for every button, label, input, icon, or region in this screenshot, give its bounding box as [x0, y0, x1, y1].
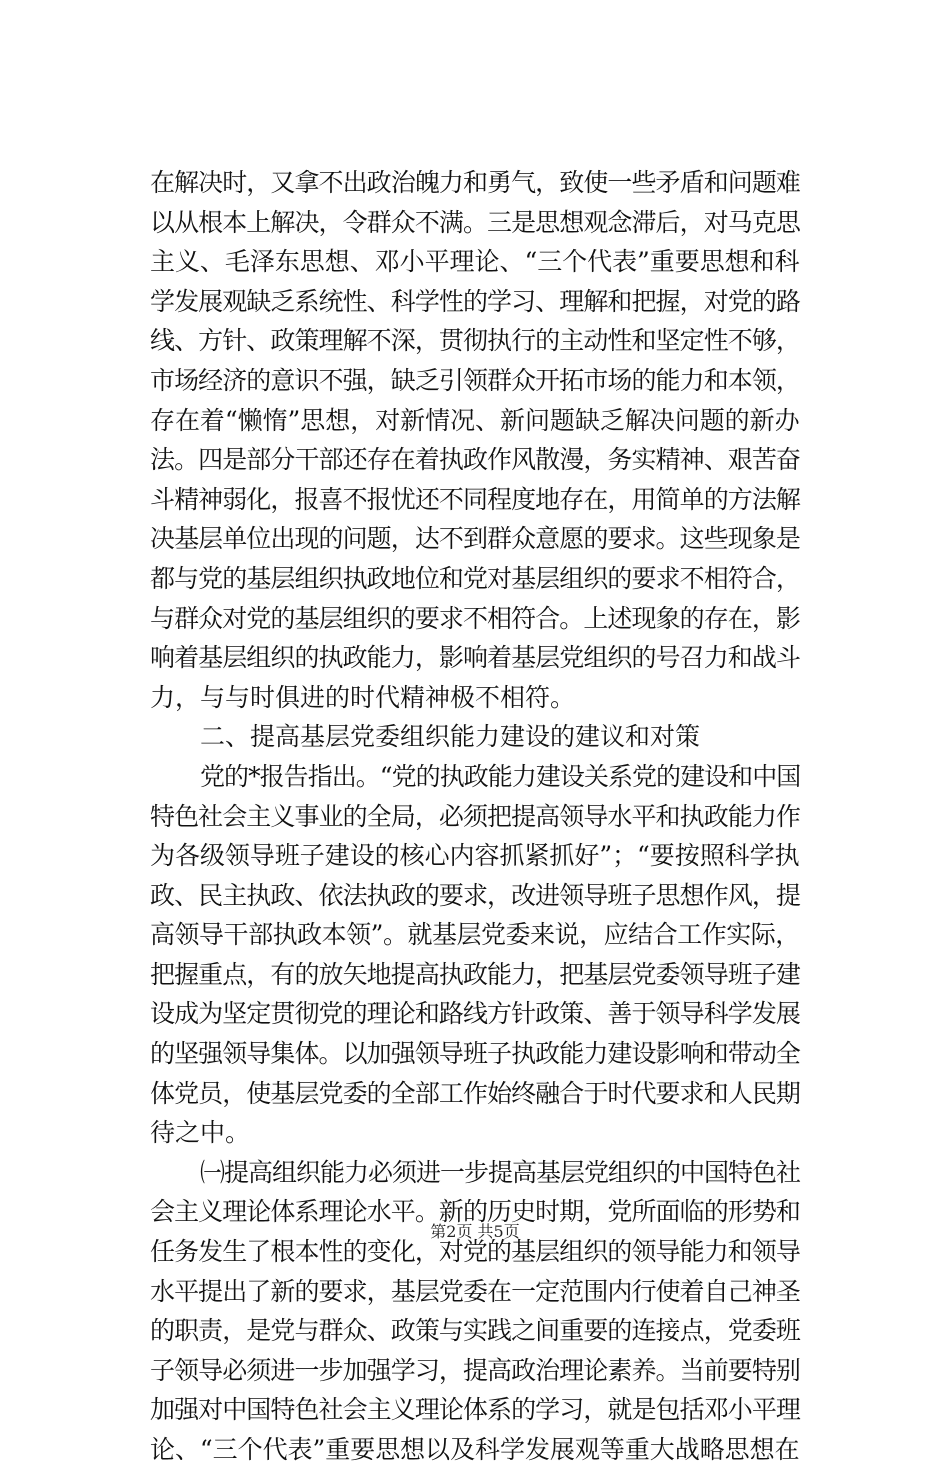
page-footer: 第2页 共5页: [430, 1222, 520, 1241]
text-line: 为各级领导班子建设的核心内容抓紧抓好”；“要按照科学执: [150, 841, 800, 871]
text-line: 主义、毛泽东思想、邓小平理论、“三个代表”重要思想和科: [150, 247, 800, 277]
text-line: 水平提出了新的要求，基层党委在一定范围内行使着自己神圣: [150, 1276, 801, 1306]
text-line: 特色社会主义事业的全局，必须把提高领导水平和执政能力作: [150, 801, 801, 831]
text-line: 都与党的基层组织执政地位和党对基层组织的要求不相符合，: [150, 563, 801, 593]
text-line: 党的*报告指出。“党的执政能力建设关系党的建设和中国: [200, 761, 801, 791]
text-line: 的坚强领导集体。以加强领导班子执政能力建设影响和带动全: [150, 1039, 801, 1069]
text-line: 加强对中国特色社会主义理论体系的学习，就是包括邓小平理: [150, 1395, 801, 1425]
text-line: 斗精神弱化，报喜不报忧还不同程度地存在，用简单的方法解: [150, 484, 801, 514]
text-line: 市场经济的意识不强，缺乏引领群众开拓市场的能力和本领，: [150, 365, 801, 395]
text-line: 力，与与时俱进的时代精神极不相符。: [150, 682, 576, 712]
text-line: 线、方针、政策理解不深，贯彻执行的主动性和坚定性不够，: [150, 326, 801, 356]
text-line: 会主义理论体系理论水平。新的历史时期，党所面临的形势和: [150, 1197, 801, 1227]
text-line: 在解决时，又拿不出政治魄力和勇气，致使一些矛盾和问题难: [150, 168, 801, 197]
text-line: 任务发生了根本性的变化，对党的基层组织的领导能力和领导: [150, 1237, 801, 1267]
text-line: 政、民主执政、依法执政的要求，改进领导班子思想作风，提: [150, 880, 801, 910]
text-line: ㈠提高组织能力必须进一步提高基层党组织的中国特色社: [200, 1157, 801, 1187]
document-body: [150, 163, 800, 1470]
text-line: 高领导干部执政本领”。就基层党委来说，应结合工作实际，: [150, 920, 800, 950]
text-line: 响着基层组织的执政能力，影响着基层党组织的号召力和战斗: [150, 643, 801, 673]
text-line: 待之中。: [150, 1118, 251, 1148]
text-line: 设成为坚定贯彻党的理论和路线方针政策、善于领导科学发展: [150, 999, 801, 1029]
text-line: 存在着“懒惰”思想，对新情况、新问题缺乏解决问题的新办: [150, 405, 800, 435]
text-line: 子领导必须进一步加强学习，提高政治理论素养。当前要特别: [150, 1355, 801, 1385]
text-line: 以从根本上解决，令群众不满。三是思想观念滞后，对马克思: [150, 207, 801, 237]
text-line: 与群众对党的基层组织的要求不相符合。上述现象的存在，影: [150, 603, 801, 633]
text-line: 决基层单位出现的问题，达不到群众意愿的要求。这些现象是: [150, 524, 801, 554]
text-line: 把握重点，有的放矢地提高执政能力，把基层党委领导班子建: [150, 959, 801, 989]
text-line: 论、“三个代表”重要思想以及科学发展观等重大战略思想在: [150, 1435, 800, 1464]
text-line: 学发展观缺乏系统性、科学性的学习、理解和把握，对党的路: [150, 286, 801, 316]
text-line: 体党员，使基层党委的全部工作始终融合于时代要求和人民期: [150, 1078, 801, 1108]
text-line: 的职责，是党与群众、政策与实践之间重要的连接点，党委班: [150, 1316, 801, 1346]
text-line: 法。四是部分干部还存在着执政作风散漫，务实精神、艰苦奋: [150, 445, 801, 475]
text-line: 二、提高基层党委组织能力建设的建议和对策: [200, 722, 701, 752]
